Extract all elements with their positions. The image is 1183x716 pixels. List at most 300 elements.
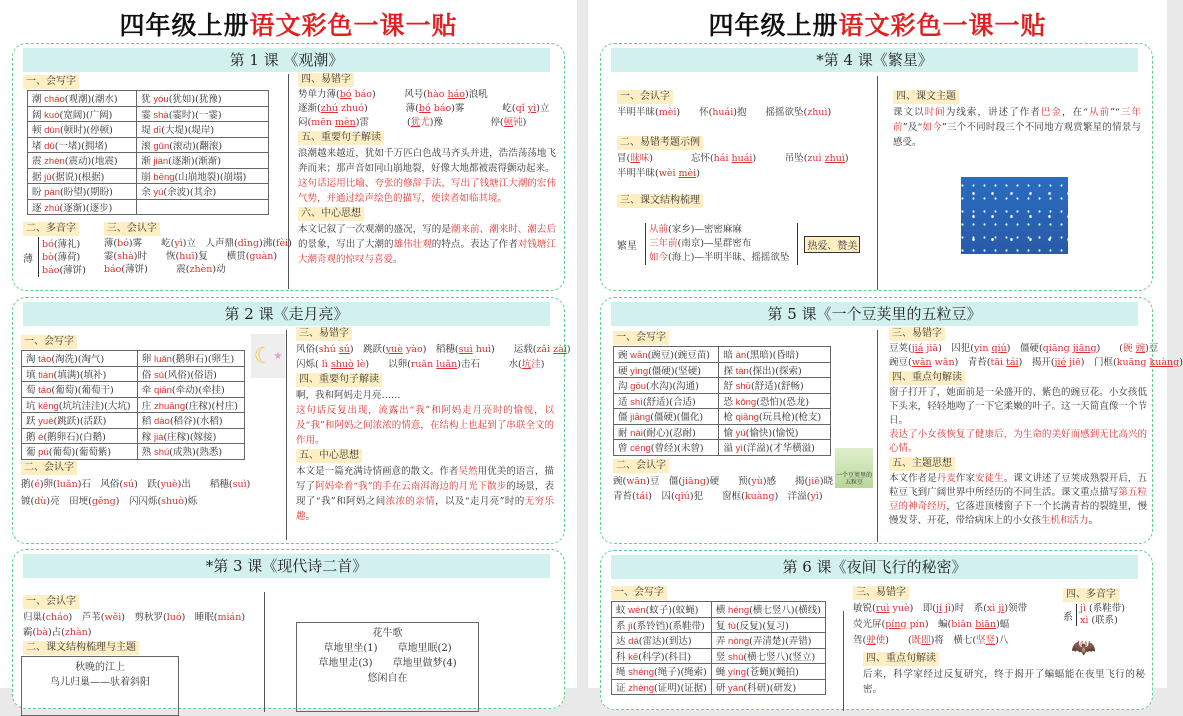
text-segment: 犹 bbox=[410, 117, 421, 128]
text-segment: 风俗( bbox=[296, 344, 319, 355]
table-cell bbox=[614, 424, 719, 440]
lesson-header: *第 3 课《现代诗二首》 bbox=[23, 554, 550, 578]
cell-words: (震动)(地震) bbox=[64, 156, 118, 168]
table-cell bbox=[28, 106, 137, 122]
cell-pinyin: jì bbox=[625, 620, 633, 632]
cell-char: 绳 bbox=[616, 667, 626, 679]
lesson-header: 第 1 课 《观潮》 bbox=[23, 48, 550, 72]
cell-pinyin: dī bbox=[150, 125, 162, 137]
text-segment: lè bbox=[356, 359, 366, 370]
text-segment: 从前 bbox=[649, 224, 669, 235]
cell-pinyin: luǎn bbox=[151, 354, 172, 366]
cell-pinyin: qiān bbox=[151, 385, 172, 397]
cell-words: (庄稼)(村庄) bbox=[185, 400, 238, 412]
text-segment: 竖 bbox=[985, 635, 996, 646]
cell-words: (余波)(其余) bbox=[163, 187, 217, 199]
text-segment: qiú bbox=[991, 343, 1007, 354]
text-segment: ) ( bbox=[885, 635, 912, 646]
text-segment: 无穷乐趣 bbox=[296, 496, 554, 522]
table-cell bbox=[137, 413, 244, 429]
text-segment: 。 bbox=[393, 254, 403, 265]
text-segment: sú bbox=[338, 344, 350, 355]
cell-pinyin: jiàn bbox=[150, 156, 169, 168]
text-segment: ”及“ bbox=[902, 122, 923, 133]
text-segment: )八 bbox=[995, 635, 1009, 646]
cell-words: (滚动)(翻滚) bbox=[169, 140, 223, 152]
text-segment: ) bbox=[241, 612, 246, 623]
text-segment: qiāng bbox=[1042, 343, 1070, 354]
text-segment: (家乡)—密密麻麻 bbox=[668, 224, 742, 235]
table-row bbox=[22, 351, 245, 367]
text-segment: )将 横七( bbox=[930, 635, 977, 646]
text-segment: 即 bbox=[921, 635, 931, 646]
table-cell bbox=[137, 106, 269, 122]
cell-words: (恐怕)(恐龙) bbox=[756, 396, 810, 408]
cell-pinyin: dào bbox=[151, 416, 170, 428]
text-segment: ) 闪闪烁( bbox=[115, 495, 162, 507]
text-line bbox=[617, 166, 872, 181]
text-segment: jiā bbox=[926, 343, 939, 354]
cell-words: (曾经)(未曾) bbox=[650, 443, 704, 455]
text-line bbox=[21, 493, 283, 510]
text-segment: zhú bbox=[320, 103, 338, 114]
table-row bbox=[28, 91, 269, 107]
cell-words: (探出)(探索) bbox=[748, 365, 802, 377]
text-segment: )时 恢( bbox=[133, 251, 180, 262]
text-segment: bó bbox=[339, 89, 352, 100]
text-line bbox=[42, 264, 86, 277]
text-line bbox=[296, 357, 554, 372]
cell-pinyin: zhuāng bbox=[151, 400, 186, 412]
text-segment: 的特点。表达了作者 bbox=[431, 239, 518, 250]
text-segment: ) 运载( bbox=[490, 344, 537, 355]
poem1-box bbox=[21, 656, 179, 716]
cell-words: (蚊子)(蚊蝇) bbox=[645, 605, 699, 617]
text-segment: 吴然 bbox=[458, 466, 478, 477]
text-segment: )雾 屹( bbox=[128, 238, 175, 249]
text-segment: tái bbox=[635, 490, 649, 502]
text-paragraph bbox=[863, 667, 1145, 697]
text-segment: )硬 预( bbox=[705, 475, 752, 487]
text-segment: huì bbox=[475, 344, 491, 355]
section-label: 一、会写字 bbox=[613, 331, 669, 345]
text-segment: ) 薄( bbox=[363, 103, 419, 114]
bat-icon: 🦇 bbox=[1071, 635, 1096, 659]
table-row bbox=[612, 679, 826, 695]
text-segment: 逐渐( bbox=[298, 103, 321, 114]
text-segment: )豆 僵( bbox=[646, 475, 683, 487]
text-segment: jiāng bbox=[1072, 343, 1097, 354]
vocab-table bbox=[21, 350, 245, 460]
table-cell bbox=[137, 153, 269, 169]
text-segment: ) 跳跃( bbox=[349, 344, 386, 355]
text-segment: yuè bbox=[385, 344, 403, 355]
text-segment: luǎn bbox=[56, 478, 78, 490]
section-label: 四、课文主题 bbox=[893, 90, 959, 104]
table-cell bbox=[137, 444, 244, 460]
cell-char: 舒 bbox=[723, 381, 733, 393]
page-right bbox=[588, 0, 1183, 695]
text-segment: wǎn bbox=[934, 357, 955, 368]
section-label: 一、会写字 bbox=[21, 335, 77, 349]
cell-char: 霎 bbox=[141, 109, 151, 121]
cell-pinyin: nài bbox=[627, 427, 643, 439]
cell-pinyin: zhèng bbox=[625, 682, 655, 694]
cell-char: 跃 bbox=[26, 416, 36, 428]
text-lines bbox=[298, 88, 556, 130]
cell-pinyin: yú bbox=[150, 187, 164, 199]
text-segment: zǎi bbox=[536, 344, 551, 355]
vocab-table bbox=[611, 601, 826, 695]
structure-result: 热爱、赞美 bbox=[804, 236, 860, 253]
cell-pinyin: céng bbox=[627, 443, 651, 455]
text-lines bbox=[1080, 603, 1125, 627]
text-paragraph bbox=[298, 222, 556, 267]
text-segment: 既 bbox=[911, 635, 922, 646]
cell-char: 犹 bbox=[141, 94, 151, 106]
section-label: 三、易错字 bbox=[853, 586, 909, 600]
text-segment: mèi bbox=[678, 168, 697, 179]
cell-pinyin: yíng bbox=[725, 667, 746, 679]
book-cover-image: 一个豆荚里的五粒豆 bbox=[835, 448, 873, 488]
text-segment: )复 横贯( bbox=[194, 251, 250, 262]
brace bbox=[797, 223, 798, 265]
cell-words: (弄清楚)(弄错) bbox=[749, 636, 812, 648]
table-row bbox=[28, 106, 269, 122]
cell-pinyin: fù bbox=[725, 620, 736, 632]
text-segment: ) ( bbox=[1096, 343, 1124, 354]
section-label: 四、重点句解读 bbox=[889, 371, 965, 385]
cell-words: (僵硬)(坚硬) bbox=[648, 365, 701, 377]
cell-words: (舒适)(舒畅) bbox=[750, 381, 804, 393]
table-cell bbox=[28, 122, 137, 138]
text-lines bbox=[617, 151, 872, 181]
text-segment: 使 bbox=[875, 635, 886, 646]
text-segment: 本文作者是 bbox=[889, 473, 937, 484]
cell-char: 愉 bbox=[723, 427, 733, 439]
cell-char: 卵 bbox=[141, 354, 152, 366]
text-segment: shuò bbox=[330, 359, 354, 370]
cell-words: (一堵)(拥堵) bbox=[54, 140, 108, 152]
text-segment: 碗 bbox=[1123, 343, 1133, 354]
table-cell bbox=[28, 199, 137, 215]
cell-words: (大堤)(堤岸) bbox=[161, 125, 215, 137]
table-cell bbox=[711, 664, 825, 680]
moon-icon: ☾ ★ bbox=[251, 334, 285, 378]
text-line bbox=[21, 476, 283, 493]
cell-char: 潮 bbox=[32, 94, 42, 106]
cell-pinyin: wén bbox=[625, 605, 646, 617]
text-segment: ”三个不同时段三个不同地方观赏繁星的情景与感受。 bbox=[893, 122, 1141, 148]
text-segment: )立 人声鼎( bbox=[182, 238, 238, 249]
text-segment: ) 吊坠( bbox=[752, 153, 808, 164]
text-segment: yì bbox=[174, 238, 183, 249]
cell-pinyin: zhèn bbox=[41, 156, 65, 168]
text-segment: tāi bbox=[990, 357, 1004, 368]
lesson-header: 第 2 课《走月亮》 bbox=[23, 302, 550, 326]
text-segment: ) 僵硬( bbox=[1006, 343, 1043, 354]
section-label: 四、易错字 bbox=[298, 73, 354, 87]
cell-words: (逐渐)(逐步) bbox=[59, 202, 113, 214]
text-segment: yì bbox=[810, 490, 819, 502]
cell-char: 淘 bbox=[26, 354, 36, 366]
cell-pinyin: shà bbox=[150, 109, 169, 121]
text-segment: 巴金 bbox=[1040, 107, 1062, 118]
text-segment: 后来，科学家经过反复研究，终于揭开了蝙蝠能在夜里飞行的秘密。 bbox=[863, 669, 1145, 695]
poem-title: 秋晚的江上 bbox=[75, 662, 125, 673]
cell-words: (系铃铛)(系鞋带) bbox=[632, 620, 705, 632]
text-segment: )蝠 bbox=[996, 619, 1010, 630]
cell-char: 系 bbox=[616, 620, 626, 632]
cell-words: (玩具枪)(枪支) bbox=[758, 412, 822, 424]
text-segment: 时间 bbox=[924, 107, 946, 118]
section-label: 三、课文结构梳理 bbox=[617, 194, 703, 208]
cell-words: (稻谷)(水稻) bbox=[169, 416, 223, 428]
text-segment: lì bbox=[321, 359, 328, 370]
text-segment: ) bbox=[566, 344, 571, 355]
cell-words: (科学)(科目) bbox=[638, 651, 692, 663]
text-segment: )石 风俗( bbox=[77, 478, 124, 490]
text-segment: )晓 bbox=[819, 475, 834, 487]
text-segment: huī bbox=[179, 251, 195, 262]
cell-pinyin: gǔn bbox=[150, 140, 170, 152]
cell-char: 达 bbox=[616, 636, 626, 648]
text-segment: kuàng bbox=[744, 490, 775, 502]
page-title bbox=[0, 6, 577, 42]
text-segment: ) bbox=[540, 359, 545, 370]
text-segment: gěng bbox=[91, 495, 116, 507]
text-segment: ) 忘怀( bbox=[649, 153, 714, 164]
text-segment: bó bbox=[418, 103, 431, 114]
text-segment: dǐng bbox=[237, 238, 259, 249]
text-segment: 驾( bbox=[853, 635, 867, 646]
cell-char: 滚 bbox=[141, 140, 151, 152]
cell-pinyin: zhú bbox=[41, 202, 60, 214]
text-line bbox=[42, 238, 86, 251]
text-segment: píng bbox=[885, 619, 907, 630]
text-segment: cháo bbox=[45, 612, 69, 623]
table-cell bbox=[711, 648, 825, 664]
cell-words: (盼望)(期盼) bbox=[60, 187, 113, 199]
cell-pinyin: jù bbox=[41, 171, 52, 183]
text-segment: kuàng bbox=[1149, 357, 1180, 368]
table-row bbox=[22, 382, 245, 398]
cell-words: (淘洗)(淘气) bbox=[51, 354, 105, 366]
text-segment: 敏锐( bbox=[853, 603, 876, 614]
cell-pinyin: wān bbox=[627, 350, 648, 362]
cell-words: (豌豆)(豌豆苗) bbox=[647, 350, 710, 362]
text-segment: jiá bbox=[911, 343, 924, 354]
table-cell bbox=[614, 440, 719, 456]
text-segment: 鹅( bbox=[21, 478, 35, 490]
cell-pinyin: jiāng bbox=[627, 412, 651, 424]
cell-pinyin: dùn bbox=[41, 125, 61, 137]
table-cell bbox=[137, 184, 269, 200]
text-line bbox=[853, 633, 1053, 649]
cell-char: 崩 bbox=[141, 171, 151, 183]
cell-char: 硬 bbox=[618, 365, 628, 377]
text-segment: yuè bbox=[160, 478, 178, 490]
text-segment: 豌豆( bbox=[889, 357, 912, 368]
text-line bbox=[104, 263, 292, 276]
text-segment: guàn bbox=[249, 251, 274, 262]
table-row bbox=[22, 366, 245, 382]
lesson-header: 第 6 课《夜间飞行的秘密》 bbox=[611, 555, 1138, 579]
text-segment: ) bbox=[522, 117, 527, 128]
text-segment: )领带 bbox=[1004, 603, 1028, 614]
text-segment: jí bbox=[935, 603, 942, 614]
text-segment: é bbox=[34, 478, 40, 490]
text-segment: 豆荚( bbox=[889, 343, 912, 354]
text-segment: qiú bbox=[674, 490, 690, 502]
cell-char: 坑 bbox=[26, 400, 36, 412]
table-cell bbox=[22, 428, 138, 444]
text-paragraph bbox=[298, 176, 556, 206]
text-lines bbox=[104, 237, 292, 276]
cell-words: (证明)(证据) bbox=[654, 682, 707, 694]
text-segment: jiē bbox=[1069, 357, 1081, 368]
text-segment: 。 bbox=[305, 511, 316, 522]
text-segment: )卵( bbox=[39, 478, 57, 490]
text-segment: 势单力薄( bbox=[298, 89, 340, 100]
cell-words: (舒适)(合适) bbox=[642, 396, 696, 408]
starry-sky-image bbox=[961, 177, 1068, 254]
cell-words: (牵动)(牵挂) bbox=[171, 385, 225, 397]
poem-line: 悠闲自在 bbox=[367, 673, 408, 684]
text-segment: bà bbox=[36, 627, 48, 638]
text-segment: bó bbox=[42, 238, 54, 250]
text-segment: (薄荷) bbox=[53, 251, 81, 263]
cell-pinyin: yìng bbox=[627, 365, 649, 377]
cell-char: 堵 bbox=[32, 140, 42, 152]
text-segment: 三年前 bbox=[649, 238, 678, 249]
text-line bbox=[298, 102, 556, 116]
cell-words: (犹如)(犹豫) bbox=[168, 94, 222, 106]
text-segment: ) bbox=[246, 478, 251, 490]
table-cell bbox=[612, 679, 712, 695]
cell-pinyin: qiāng bbox=[732, 412, 759, 424]
cell-pinyin: táo bbox=[35, 385, 52, 397]
text-segment: )时 系( bbox=[950, 603, 987, 614]
text-segment: 钝 bbox=[513, 117, 523, 128]
text-segment: 冒( bbox=[617, 153, 631, 164]
table-row bbox=[28, 137, 269, 153]
structure-root: 繁星 bbox=[617, 240, 637, 252]
section-label: 五、主题思想 bbox=[889, 457, 955, 471]
poly-char: 系 bbox=[1063, 611, 1073, 623]
table-row bbox=[28, 184, 269, 200]
text-lines bbox=[296, 342, 571, 372]
cell-pinyin: yì bbox=[732, 443, 743, 455]
poem-line: 鸟儿归巢——驮着斜阳 bbox=[50, 677, 150, 688]
text-segment: 归巢( bbox=[23, 612, 46, 623]
text-segment: luǎn bbox=[436, 359, 458, 370]
text-segment: ) 稻穗( bbox=[422, 344, 459, 355]
cell-words: (僵硬)(僵化) bbox=[650, 412, 704, 424]
cell-pinyin: jià bbox=[151, 431, 164, 443]
cell-words: (据说)(根据) bbox=[51, 171, 105, 183]
title-black: 四年级上册 bbox=[119, 11, 250, 40]
text-paragraph bbox=[889, 386, 1147, 428]
text-segment: xì bbox=[986, 603, 996, 614]
section-label: 二、会认字 bbox=[21, 461, 77, 475]
section-label: 一、会写字 bbox=[611, 586, 667, 600]
text-segment: )占( bbox=[47, 627, 65, 638]
table-cell bbox=[137, 137, 269, 153]
text-line bbox=[617, 151, 872, 166]
text-segment: )雾 屹( bbox=[451, 103, 516, 114]
table-row bbox=[22, 428, 245, 444]
text-segment: ) bbox=[87, 627, 92, 638]
cell-words: (苍蝇)(蝇拍) bbox=[746, 667, 799, 679]
text-segment: shuò bbox=[161, 495, 185, 507]
text-segment: háo bbox=[447, 89, 466, 100]
text-lines bbox=[21, 476, 283, 510]
cell-words: (顿时)(停顿) bbox=[60, 125, 113, 137]
title-red: 语文彩色一课一贴 bbox=[249, 11, 458, 40]
section-label: 六、中心思想 bbox=[298, 207, 364, 221]
table-cell bbox=[719, 347, 831, 363]
table-cell bbox=[612, 617, 712, 633]
divider bbox=[843, 611, 844, 711]
text-lines bbox=[617, 105, 872, 121]
table-cell bbox=[22, 366, 138, 382]
text-line bbox=[1080, 615, 1125, 627]
text-segment: 表达了小女孩恢复了健康后，为生命的美好而感到无比高兴的心情。 bbox=[889, 429, 1147, 454]
text-segment: wèi bbox=[658, 168, 676, 179]
text-line bbox=[104, 237, 292, 250]
cell-char: 耐 bbox=[618, 427, 628, 439]
cell-char: 恐 bbox=[723, 396, 733, 408]
text-segment: ) 囚犯( bbox=[938, 343, 974, 354]
cell-pinyin: bēng bbox=[150, 171, 175, 183]
text-segment: )感 揭( bbox=[762, 475, 809, 487]
lesson5-card bbox=[600, 297, 1183, 544]
cell-words: (愉快)(愉悦) bbox=[745, 427, 799, 439]
section-label: 二、课文结构梳理与主题 bbox=[23, 641, 139, 655]
brace bbox=[1076, 604, 1077, 626]
cell-pinyin: kuò bbox=[41, 109, 60, 121]
text-line bbox=[649, 251, 789, 265]
text-segment: yào bbox=[405, 344, 423, 355]
text-segment: huái bbox=[712, 107, 734, 118]
text-segment: 味 bbox=[639, 153, 650, 164]
text-segment: biǎn bbox=[951, 619, 973, 630]
text-segment: wān bbox=[626, 475, 647, 487]
table-cell bbox=[719, 440, 831, 456]
text-segment: 第五粒豆的神奇经历 bbox=[889, 487, 1147, 512]
cell-pinyin: é bbox=[35, 431, 44, 443]
table-cell bbox=[22, 351, 138, 367]
page-left bbox=[0, 0, 577, 688]
text-segment: jiāng bbox=[682, 475, 706, 487]
text-segment: )烁 bbox=[184, 495, 198, 507]
table-cell bbox=[614, 362, 719, 378]
text-segment: 的场景，表现了“我”和阿妈之间 bbox=[296, 481, 554, 507]
text-segment: 这句话运用比喻、夸张的修辞手法，写出了钱塘江大潮的宏伟气势，并通过绘声绘色的描写，使读者如临其境。 bbox=[298, 178, 556, 204]
cell-words: (坑坑洼洼)(大坑) bbox=[58, 400, 131, 412]
text-segment: 如今 bbox=[922, 122, 942, 133]
text-segment: )浪吼 bbox=[465, 89, 488, 100]
text-segment: 豌 bbox=[1135, 343, 1146, 354]
text-segment: shà bbox=[117, 251, 134, 262]
text-paragraph bbox=[296, 388, 554, 403]
table-cell bbox=[711, 617, 825, 633]
table-row bbox=[612, 633, 826, 649]
text-segment: 作家 bbox=[955, 473, 976, 484]
text-segment: yì bbox=[527, 103, 537, 114]
table-row bbox=[614, 409, 831, 425]
